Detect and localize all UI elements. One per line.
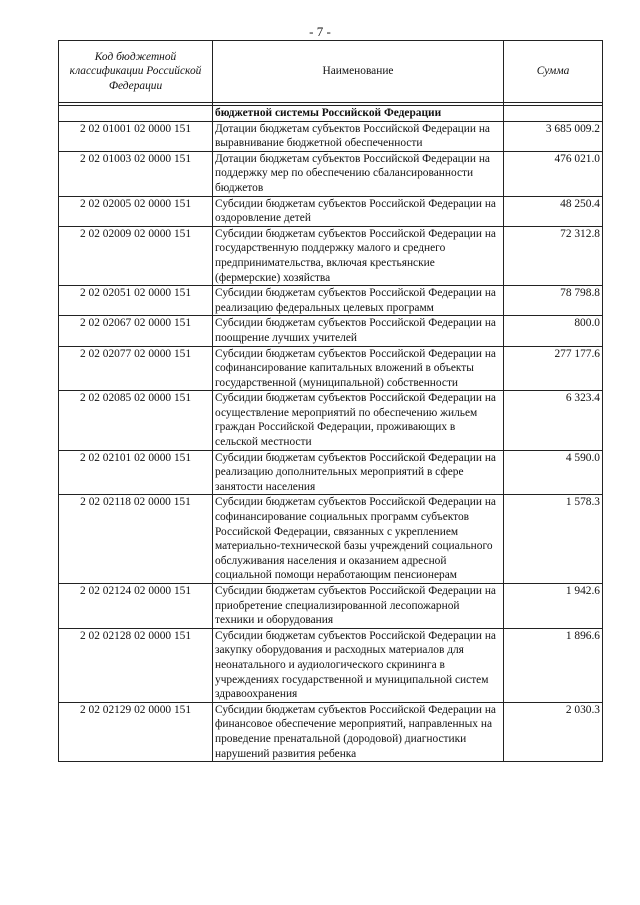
amount-cell: 72 312.8 xyxy=(504,226,603,285)
section-title: бюджетной системы Российской Федерации xyxy=(213,106,504,122)
amount-cell: 1 578.3 xyxy=(504,495,603,584)
table-row xyxy=(59,286,603,316)
name-cell: Дотации бюджетам субъектов Российской Федерации на выравнивание бюджетной обеспеченности xyxy=(213,121,504,151)
amount-cell: 48 250.4 xyxy=(504,196,603,226)
code-cell: 2 02 01001 02 0000 151 xyxy=(59,121,213,151)
code-cell: 2 02 02128 02 0000 151 xyxy=(59,628,213,702)
header-name: Наименование xyxy=(213,41,504,103)
name-cell: Субсидии бюджетам субъектов Российской Федерации на поощрение лучших учителей xyxy=(213,316,504,346)
name-cell: Дотации бюджетам субъектов Российской Федерации на поддержку мер по обеспечению сбалансированности бюджетов xyxy=(213,151,504,196)
amount-cell: 1 942.6 xyxy=(504,584,603,629)
table-row xyxy=(59,346,603,391)
amount-cell: 277 177.6 xyxy=(504,346,603,391)
name-cell: Субсидии бюджетам субъектов Российской Федерации на реализацию дополнительных мероприятий в сфере занятости населения xyxy=(213,450,504,495)
code-cell: 2 02 02005 02 0000 151 xyxy=(59,196,213,226)
name-cell: Субсидии бюджетам субъектов Российской Федерации на софинансирование социальных программ субъектов Российской Федерации, связанных с укреплением материально-технической базы учреждений социального обслуживания населения и оказанием адресной социальной помощи неработающим пенсионерам xyxy=(213,495,504,584)
table-row xyxy=(59,196,603,226)
code-cell: 2 02 02101 02 0000 151 xyxy=(59,450,213,495)
table-row xyxy=(59,316,603,346)
table-row xyxy=(59,226,603,285)
page-number: - 7 - xyxy=(309,24,331,39)
code-cell: 2 02 02085 02 0000 151 xyxy=(59,391,213,450)
name-cell: Субсидии бюджетам субъектов Российской Федерации на оздоровление детей xyxy=(213,196,504,226)
code-cell: 2 02 02067 02 0000 151 xyxy=(59,316,213,346)
code-cell: 2 02 02077 02 0000 151 xyxy=(59,346,213,391)
amount-cell: 2 030.3 xyxy=(504,702,603,761)
name-cell: Субсидии бюджетам субъектов Российской Федерации на софинансирование капитальных вложений в объекты государственной (муниципальной) собственности xyxy=(213,346,504,391)
table-row xyxy=(59,584,603,629)
table-row xyxy=(59,391,603,450)
table-row xyxy=(59,628,603,702)
header-code: Код бюджетной классификации Российской Федерации xyxy=(59,41,213,103)
code-cell: 2 02 02118 02 0000 151 xyxy=(59,495,213,584)
amount-cell: 1 896.6 xyxy=(504,628,603,702)
table-header-row xyxy=(59,41,603,103)
code-cell: 2 02 02124 02 0000 151 xyxy=(59,584,213,629)
amount-cell: 476 021.0 xyxy=(504,151,603,196)
code-cell: 2 02 02009 02 0000 151 xyxy=(59,226,213,285)
code-cell: 2 02 02051 02 0000 151 xyxy=(59,286,213,316)
section-title-code-cell xyxy=(59,106,213,122)
amount-cell: 78 798.8 xyxy=(504,286,603,316)
code-cell: 2 02 02129 02 0000 151 xyxy=(59,702,213,761)
name-cell: Субсидии бюджетам субъектов Российской Федерации на государственную поддержку малого и среднего предпринимательства, включая крестьянские (фермерские) хозяйства xyxy=(213,226,504,285)
code-cell: 2 02 01003 02 0000 151 xyxy=(59,151,213,196)
name-cell: Субсидии бюджетам субъектов Российской Федерации на приобретение специализированной лесопожарной техники и оборудования xyxy=(213,584,504,629)
amount-cell: 800.0 xyxy=(504,316,603,346)
table-row xyxy=(59,121,603,151)
name-cell: Субсидии бюджетам субъектов Российской Федерации на финансовое обеспечение мероприятий, направленных на проведение пренатальной (дородовой) диагностики нарушений развития ребенка xyxy=(213,702,504,761)
amount-cell: 6 323.4 xyxy=(504,391,603,450)
name-cell: Субсидии бюджетам субъектов Российской Федерации на закупку оборудования и расходных материалов для неонатального и аудиологического скрининга в учреждениях государственной и муниципальной систем здравоохранения xyxy=(213,628,504,702)
name-cell: Субсидии бюджетам субъектов Российской Федерации на осуществление мероприятий по обеспечению жильем граждан Российской Федерации, проживающих в сельской местности xyxy=(213,391,504,450)
budget-classification-table xyxy=(58,40,603,762)
amount-cell: 4 590.0 xyxy=(504,450,603,495)
table-row xyxy=(59,702,603,761)
amount-cell: 3 685 009.2 xyxy=(504,121,603,151)
table-row xyxy=(59,495,603,584)
name-cell: Субсидии бюджетам субъектов Российской Федерации на реализацию федеральных целевых программ xyxy=(213,286,504,316)
section-title-row xyxy=(59,106,603,122)
table-row xyxy=(59,450,603,495)
table-row xyxy=(59,151,603,196)
header-amount: Сумма xyxy=(504,41,603,103)
section-title-amount-cell xyxy=(504,106,603,122)
